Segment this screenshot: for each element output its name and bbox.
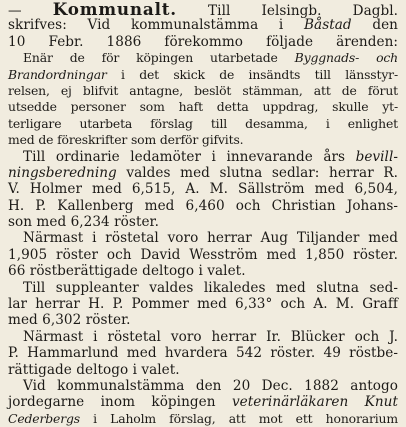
article-line-22 <box>8 345 398 361</box>
article-line-24-text: Vid kommunalstämma den 20 Dec. 1882 antogo <box>23 377 398 394</box>
article-line-25-text: jordegarne inom köpingen veterinärläkaren Knut <box>8 394 398 411</box>
article-line-22-text: P. Hammarlund med hvardera 542 röster. 49 röstbe- <box>8 345 398 362</box>
article-line-10 <box>8 149 398 165</box>
article-line-1-text: — Kommunalt. Till Ielsingb. Dagbl. <box>8 0 398 19</box>
article-line-1 <box>8 1 398 17</box>
article-line-13 <box>8 198 398 214</box>
article-line-14-text: son med 6,234 röster. <box>8 214 159 231</box>
article-line-15 <box>8 230 398 246</box>
article-line-16 <box>8 247 398 263</box>
article-line-16-text: 1,905 röster och David Wesström med 1,850 röster. <box>8 246 398 263</box>
article-line-3-text: 10 Febr. 1886 förekommo följade ärenden: <box>8 33 398 50</box>
article-line-14 <box>8 214 398 230</box>
article-line-21-text: Närmast i röstetal voro herrar Ir. Blücker och J. <box>23 328 398 345</box>
article-line-26 <box>8 411 398 427</box>
article-line-9 <box>8 132 398 148</box>
article-line-13-text: H. P. Kallenberg med 6,460 och Christian Johans- <box>8 197 398 214</box>
article-line-19-text: lar herrar H. P. Pommer med 6,33° och A. M. Graff <box>8 296 398 313</box>
article-line-19 <box>8 296 398 312</box>
article-line-9-text: med de föreskrifter som derför gifvits. <box>8 132 244 148</box>
article-line-20-text: med 6,302 röster. <box>8 312 131 329</box>
article-line-6-text: relsen, ej blifvit antagne, beslöt stämman, att de förut <box>8 82 398 98</box>
article-line-25 <box>8 394 398 410</box>
article-line-4 <box>8 50 398 66</box>
article-line-21 <box>8 329 398 345</box>
article-line-8-text: terligare utarbeta förslag till desamma, i enlighet <box>8 115 398 131</box>
article-line-10-text: Till ordinarie ledamöter i innevarande års bevill- <box>23 148 398 165</box>
article-line-18 <box>8 280 398 296</box>
article-line-5-text: Brandordningar i det skick de insändts till länsstyr- <box>8 66 398 82</box>
article-line-2 <box>8 17 398 33</box>
article-line-8 <box>8 116 398 132</box>
article-line-20 <box>8 312 398 328</box>
article-line-23-text: rättigade deltogo i valet. <box>8 361 180 378</box>
article-body <box>8 1 398 427</box>
article-line-26-text: Cederbergs i Laholm förslag, att mot ett honorarium <box>8 410 398 426</box>
article-line-12-text: V. Holmer med 6,515, A. M. Sällström med 6,504, <box>8 181 398 198</box>
article-line-3 <box>8 34 398 50</box>
article-line-12 <box>8 181 398 197</box>
article-line-17-text: 66 röstberättigade deltogo i valet. <box>8 263 246 280</box>
article-line-5 <box>8 67 398 83</box>
article-line-24 <box>8 378 398 394</box>
article-line-7-text: utsedde personer som haft detta uppdrag, skulle yt- <box>8 99 398 115</box>
article-line-18-text: Till suppleanter valdes likaledes med slutna sed- <box>23 279 398 296</box>
article-line-15-text: Närmast i röstetal voro herrar Aug Tiljander med <box>23 230 398 247</box>
article-line-11-text: ningsberedning valdes med slutna sedlar: herrar R. <box>8 164 398 181</box>
article-line-4-text: Enär de för köpingen utarbetade Byggnads- och <box>23 50 399 66</box>
article-line-7 <box>8 99 398 115</box>
article-line-23 <box>8 362 398 378</box>
article-line-11 <box>8 165 398 181</box>
article-line-6 <box>8 83 398 99</box>
article-line-17 <box>8 263 398 279</box>
article-line-2-text: skrifves: Vid kommunalstämma i Båstad den <box>8 17 398 34</box>
